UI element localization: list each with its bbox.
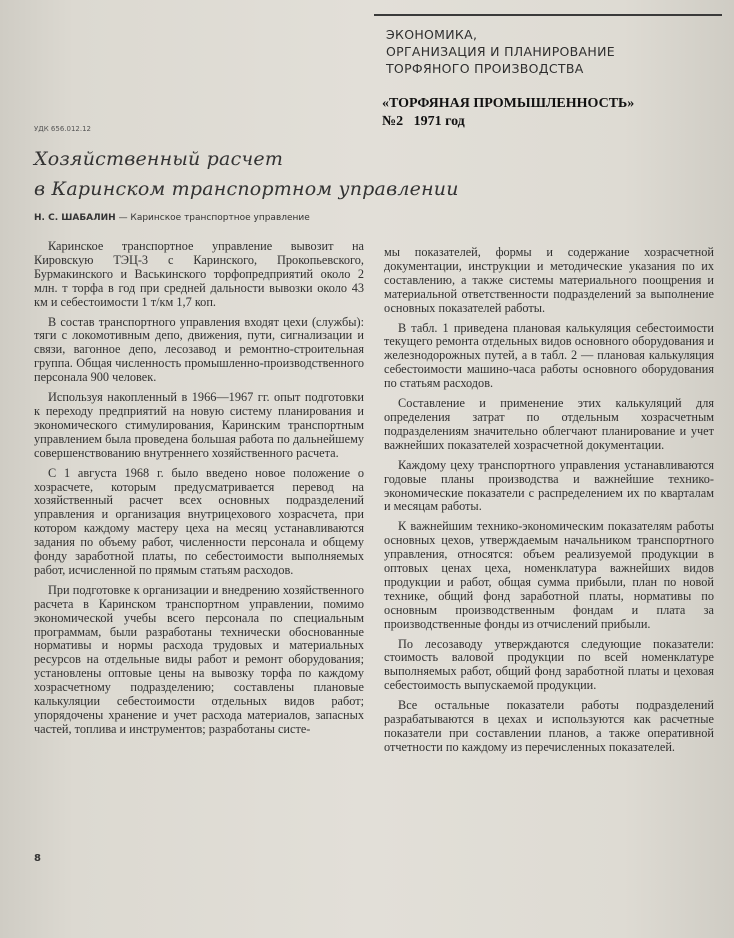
paragraph: Каринское транспортное управление вывозит на Кировскую ТЭЦ-3 с Каринского, Прокопьевского, Бурмакинского и Васькинского торфопредприятий около 2 млн. т торфа в год при средней дальности вывозки около 43 км и себестоимости 1 т/км 1,7 коп.	[34, 239, 364, 309]
article-title-line-2: в Каринском транспортном управлении	[34, 178, 459, 200]
article-title-line-1: Хозяйственный расчет	[34, 148, 284, 170]
paragraph: Составление и применение этих калькуляций для определения затрат по отдельным хозрасчетным подразделениям значительно облегчают планирование и учет важнейших показателей хозрасчетной документации.	[384, 396, 714, 452]
section-header-line-2: ОРГАНИЗАЦИЯ И ПЛАНИРОВАНИЕ	[386, 44, 615, 59]
paragraph: К важнейшим технико-экономическим показателям работы основных цехов, утверждаемым начальником транспортного управления, относятся: объем реализуемой продукции в оптовых ценах цеха, номенклатура важнейших видов продукции и работ, общая сумма прибыли, план по новой технике, общий фонд заработной платы, нормативы по основным производственным фондам и плата за производственные фонды из отчислений прибыли.	[384, 519, 714, 631]
author-affiliation: — Каринское транспортное управление	[115, 213, 310, 223]
paragraph: Каждому цеху транспортного управления устанавливаются годовые планы производства и важнейшие технико-экономические показатели с распределением их по кварталам и месяцам работы.	[384, 457, 714, 514]
paragraph: При подготовке к организации и внедрению хозяйственного расчета в Каринском транспортном управлении, помимо экономической учебы всего персонала по специальным программам, были разработаны технически обоснованные нормативы и нормы расхода трудовых и материальных ресурсов на отдельные виды работ и ремонт оборудования; установлены оптовые цены на вывозку торфа по каждому хозрасчетному подразделению; составлены плановые калькуляции себестоимости отдельных видов работ; упорядочены хранение и учет расхода материалов, запасных частей, топлива и инструментов; разработаны систе-	[34, 582, 364, 736]
page-number: 8	[34, 853, 41, 864]
left-column	[34, 240, 364, 743]
paragraph: Все остальные показатели работы подразделений разрабатываются в цехах и используются как расчетные показатели при составлении планов, а также оперативной отчетности по каждому из перечисленных показателей.	[384, 698, 714, 754]
paragraph: По лесозаводу утверждаются следующие показатели: стоимость валовой продукции по всей номенклатуре выполняемых работ, общий фонд заработной платы и цеховая себестоимость выпускаемой продукции.	[384, 636, 714, 693]
section-header-line-3: ТОРФЯНОГО ПРОИЗВОДСТВА	[386, 61, 584, 76]
right-column	[384, 246, 714, 761]
paragraph: В состав транспортного управления входят цехи (службы): тяги с локомотивным депо, движения, пути, сигнализации и связи, вагонное депо, лесозавод и ремонтно-строительная группа. Общая численность промышленно-производственного персонала 900 человек.	[34, 314, 364, 385]
paragraph: С 1 августа 1968 г. было введено новое положение о хозрасчете, которым предусматривается перевод на хозяйственный расчет всех основных подразделений управления и организация внутрицехового хозрасчета, при котором каждому мастеру цеха на месяц устанавливаются задания по объему работ, численности персонала и общему фонду заработной платы, по себестоимости выполняемых работ, исчисленной по прямым статьям расходов.	[34, 465, 364, 577]
section-header-line-1: ЭКОНОМИКА,	[386, 27, 478, 42]
paragraph: Используя накопленный в 1966—1967 гг. опыт подготовки к переходу предприятий на новую систему планирования и экономического стимулирования, Каринским транспортным управлением была проведена большая работа по дальнейшему совершенствованию внутреннего хозяйственного расчета.	[34, 390, 364, 460]
journal-issue: №2 1971 год	[382, 114, 465, 129]
author-name: Н. С. ШАБАЛИН	[34, 213, 116, 223]
paragraph: В табл. 1 приведена плановая калькуляция себестоимости текущего ремонта отдельных видов основного оборудования и железнодорожных путей, а в табл. 2 — плановая калькуляция себестоимости машино-часа работы основного оборудования по статьям расходов.	[384, 320, 714, 391]
journal-name: «ТОРФЯНАЯ ПРОМЫШЛЕННОСТЬ»	[382, 96, 635, 111]
udk-code: УДК 656.012.12	[34, 125, 92, 133]
paragraph: мы показателей, формы и содержание хозрасчетной документации, инструкции и методические указания по их составлению, а также системы материального поощрения и материальной ответственности подразделений за выполнение основных показателей работы.	[384, 245, 714, 315]
author-line	[34, 213, 310, 223]
